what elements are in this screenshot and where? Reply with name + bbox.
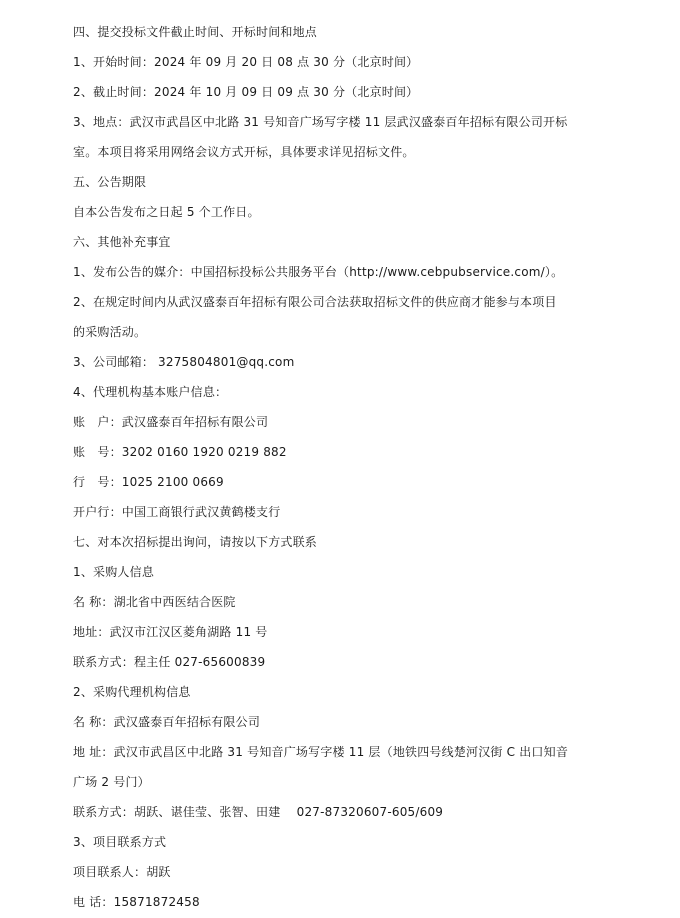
section-heading-contact: 七、对本次招标提出询问，请按以下方式联系	[73, 535, 318, 549]
agency-contact-line: 联系方式：胡跃、谌佳莹、张智、田建 027-87320607-605/609	[73, 805, 444, 819]
purchaser-contact-line: 联系方式：程主任 027-65600839	[73, 655, 266, 669]
project-phone-line: 电 话：15871872458	[73, 895, 200, 909]
section-heading-period: 五、公告期限	[73, 175, 147, 189]
project-contact-heading: 3、项目联系方式	[73, 835, 167, 849]
bank-code-line: 行 号：1025 2100 0669	[73, 475, 224, 489]
account-name-line: 账 户：武汉盛泰百年招标有限公司	[73, 415, 269, 429]
location-line: 3、地点：武汉市武昌区中北路 31 号知音广场写字楼 11 层武汉盛泰百年招标有限公司开标	[73, 115, 568, 129]
purchaser-name-line: 名 称：湖北省中西医结合医院	[73, 595, 236, 609]
agency-address-line-continued: 广场 2 号门）	[73, 775, 150, 789]
agency-address-line: 地 址：武汉市武昌区中北路 31 号知音广场写字楼 11 层（地铁四号线楚河汉街 C 出口知音	[73, 745, 569, 759]
publish-media-line: 1、发布公告的媒介：中国招标投标公共服务平台（http://www.cebpubservice.com/）。	[73, 265, 564, 279]
supplier-rule-line-continued: 的采购活动。	[73, 325, 147, 339]
agency-name-line: 名 称：武汉盛泰百年招标有限公司	[73, 715, 261, 729]
agency-info-heading: 2、采购代理机构信息	[73, 685, 191, 699]
account-info-heading: 4、代理机构基本账户信息：	[73, 385, 228, 399]
company-email-line: 3、公司邮箱： 3275804801@qq.com	[73, 355, 295, 369]
section-heading-deadline: 四、提交投标文件截止时间、开标时间和地点	[73, 25, 318, 39]
location-line-continued: 室。本项目将采用网络会议方式开标，具体要求详见招标文件。	[73, 145, 415, 159]
purchaser-address-line: 地址：武汉市江汉区菱角湖路 11 号	[73, 625, 268, 639]
start-time-line: 1、开始时间：2024 年 09 月 20 日 08 点 30 分（北京时间）	[73, 55, 419, 69]
project-contact-person-line: 项目联系人：胡跃	[73, 865, 171, 879]
bank-branch-line: 开户行：中国工商银行武汉黄鹤楼支行	[73, 505, 281, 519]
purchaser-info-heading: 1、采购人信息	[73, 565, 155, 579]
deadline-time-line: 2、截止时间：2024 年 10 月 09 日 09 点 30 分（北京时间）	[73, 85, 419, 99]
period-text: 自本公告发布之日起 5 个工作日。	[73, 205, 260, 219]
account-number-line: 账 号：3202 0160 1920 0219 882	[73, 445, 287, 459]
supplier-rule-line: 2、在规定时间内从武汉盛泰百年招标有限公司合法获取招标文件的供应商才能参与本项目	[73, 295, 557, 309]
section-heading-other: 六、其他补充事宜	[73, 235, 171, 249]
